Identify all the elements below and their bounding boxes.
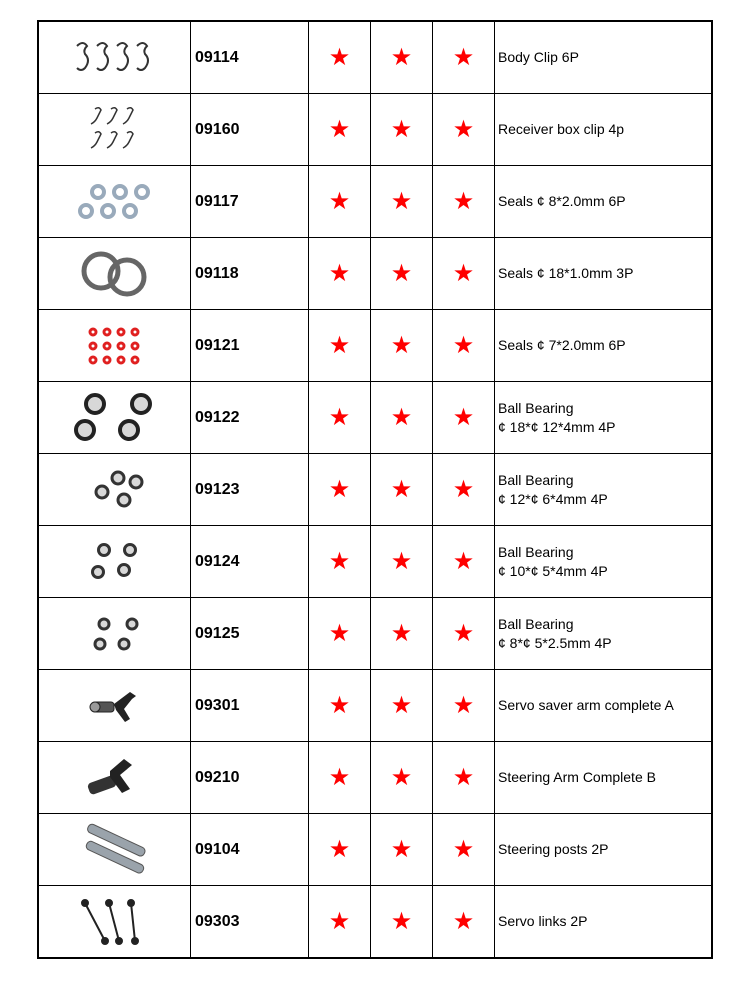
part-description	[495, 886, 713, 959]
part-description	[495, 526, 713, 598]
steering-arm-icon	[80, 753, 150, 803]
description-line: Seals ¢ 7*2.0mm 6P	[498, 337, 626, 353]
star-icon: ★	[390, 691, 413, 719]
part-description	[495, 166, 713, 238]
part-code: 09114	[191, 21, 309, 94]
star-icon: ★	[390, 619, 413, 647]
star-icon: ★	[452, 259, 475, 287]
star-icon: ★	[328, 835, 351, 863]
table-row	[38, 166, 712, 238]
part-image-cell	[38, 382, 191, 454]
part-code: 09117	[191, 166, 309, 238]
star-icon: ★	[452, 187, 475, 215]
part-code: 09123	[191, 454, 309, 526]
large-bearings-icon	[65, 390, 165, 446]
description-line: Ball Bearing	[498, 399, 574, 416]
description-line: Servo saver arm complete A	[498, 697, 674, 713]
description-line: Servo links 2P	[498, 913, 588, 929]
part-code: 09160	[191, 94, 309, 166]
description-line: Seals ¢ 18*1.0mm 3P	[498, 265, 634, 281]
star-icon: ★	[390, 547, 413, 575]
star-icon: ★	[390, 907, 413, 935]
star-icon: ★	[452, 619, 475, 647]
description-line: Ball Bearing	[498, 615, 574, 632]
body-clip-icon	[65, 38, 165, 78]
medium-bearings-icon	[80, 468, 150, 512]
star-icon: ★	[452, 331, 475, 359]
description-line: Seals ¢ 8*2.0mm 6P	[498, 193, 626, 209]
part-image-cell	[38, 742, 191, 814]
star-icon: ★	[328, 691, 351, 719]
star-icon: ★	[452, 907, 475, 935]
part-code: 09104	[191, 814, 309, 886]
star-icon: ★	[452, 547, 475, 575]
star-icon: ★	[452, 43, 475, 71]
part-code: 09118	[191, 238, 309, 310]
star-icon: ★	[328, 115, 351, 143]
star-icon: ★	[390, 115, 413, 143]
star-icon: ★	[328, 43, 351, 71]
star-icon: ★	[452, 403, 475, 431]
tiny-bearings-icon	[80, 612, 150, 656]
small-bearings-icon	[80, 540, 150, 584]
star-icon: ★	[390, 187, 413, 215]
red-orings-icon	[80, 324, 150, 368]
description-line: Steering posts 2P	[498, 841, 609, 857]
part-image-cell	[38, 21, 191, 94]
description-line: Steering Arm Complete B	[498, 769, 656, 785]
part-image-cell	[38, 670, 191, 742]
table-row	[38, 454, 712, 526]
part-image-cell	[38, 166, 191, 238]
table-row	[38, 238, 712, 310]
star-icon: ★	[328, 547, 351, 575]
star-icon: ★	[328, 331, 351, 359]
star-icon: ★	[452, 691, 475, 719]
part-code: 09125	[191, 598, 309, 670]
star-icon: ★	[328, 619, 351, 647]
description-line: ¢ 8*¢ 5*2.5mm 4P	[498, 634, 612, 651]
star-icon: ★	[328, 187, 351, 215]
part-code: 09210	[191, 742, 309, 814]
part-description	[495, 454, 713, 526]
table-row	[38, 526, 712, 598]
part-image-cell	[38, 526, 191, 598]
part-description	[495, 94, 713, 166]
star-icon: ★	[328, 475, 351, 503]
star-icon: ★	[328, 907, 351, 935]
part-description	[495, 21, 713, 94]
servo-links-icon	[75, 897, 155, 947]
part-code: 09301	[191, 670, 309, 742]
part-image-cell	[38, 454, 191, 526]
description-line: Ball Bearing	[498, 543, 574, 560]
table-row	[38, 382, 712, 454]
part-description	[495, 310, 713, 382]
part-image-cell	[38, 886, 191, 959]
steering-posts-icon	[75, 822, 155, 878]
part-image-cell	[38, 94, 191, 166]
table-row	[38, 94, 712, 166]
star-icon: ★	[390, 259, 413, 287]
part-image-cell	[38, 598, 191, 670]
star-icon: ★	[452, 115, 475, 143]
receiver-clip-icon	[85, 105, 145, 155]
part-code: 09122	[191, 382, 309, 454]
description-line: Body Clip 6P	[498, 49, 579, 65]
star-icon: ★	[452, 475, 475, 503]
table-row	[38, 670, 712, 742]
part-code: 09303	[191, 886, 309, 959]
part-description	[495, 670, 713, 742]
description-line: ¢ 12*¢ 6*4mm 4P	[498, 490, 608, 507]
description-line: Ball Bearing	[498, 471, 574, 488]
star-icon: ★	[452, 835, 475, 863]
part-description	[495, 598, 713, 670]
part-code: 09124	[191, 526, 309, 598]
star-icon: ★	[390, 475, 413, 503]
star-icon: ★	[452, 763, 475, 791]
star-icon: ★	[390, 403, 413, 431]
table-row	[38, 814, 712, 886]
parts-table	[37, 20, 713, 959]
description-line: ¢ 10*¢ 5*4mm 4P	[498, 562, 608, 579]
table-row	[38, 310, 712, 382]
part-code: 09121	[191, 310, 309, 382]
table-row	[38, 21, 712, 94]
part-image-cell	[38, 238, 191, 310]
star-icon: ★	[328, 403, 351, 431]
star-icon: ★	[328, 259, 351, 287]
part-description	[495, 814, 713, 886]
part-description	[495, 238, 713, 310]
part-description	[495, 382, 713, 454]
table-row	[38, 742, 712, 814]
star-icon: ★	[390, 763, 413, 791]
star-icon: ★	[390, 331, 413, 359]
description-line: Receiver box clip 4p	[498, 121, 625, 137]
part-image-cell	[38, 814, 191, 886]
part-description	[495, 742, 713, 814]
star-icon: ★	[390, 43, 413, 71]
servo-saver-arm-icon	[80, 684, 150, 728]
star-icon: ★	[328, 763, 351, 791]
star-icon: ★	[390, 835, 413, 863]
table-row	[38, 886, 712, 959]
table-row	[38, 598, 712, 670]
seal-washers-icon	[70, 182, 160, 222]
part-image-cell	[38, 310, 191, 382]
description-line: ¢ 18*¢ 12*4mm 4P	[498, 418, 616, 435]
gasket-seals-icon	[75, 249, 155, 299]
